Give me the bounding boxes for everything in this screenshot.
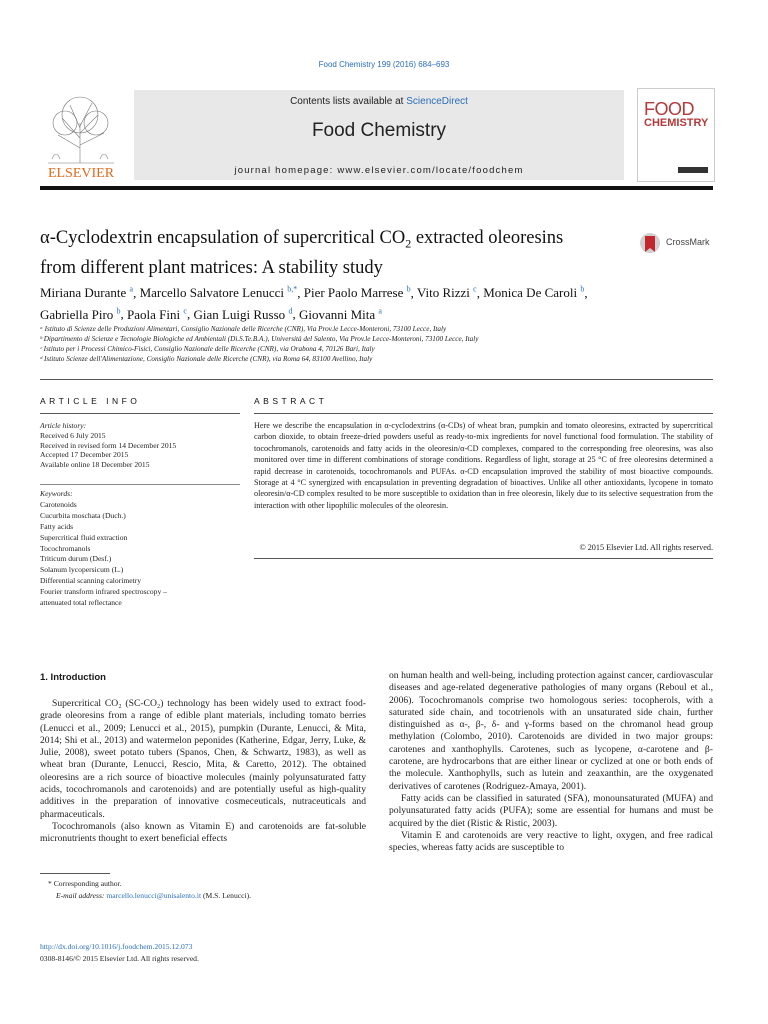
elsevier-tree-icon bbox=[40, 93, 122, 179]
keywords bbox=[40, 489, 245, 609]
journal-reference[interactable]: Food Chemistry 199 (2016) 684–693 bbox=[318, 60, 450, 69]
footnote-rule bbox=[40, 873, 110, 874]
keyword: Cucurbita moschata (Duch.) bbox=[40, 510, 126, 520]
email-label: E-mail address: bbox=[56, 891, 107, 900]
introduction-heading: 1. Introduction bbox=[40, 672, 106, 683]
keyword: Triticum durum (Desf.) bbox=[40, 554, 112, 564]
abstract-rule bbox=[254, 413, 713, 414]
crossmark-badge[interactable] bbox=[640, 230, 714, 256]
journal-banner bbox=[134, 90, 624, 180]
email-line bbox=[40, 890, 360, 902]
header-rule bbox=[40, 186, 713, 190]
abstract-bottom-rule bbox=[254, 558, 713, 559]
title-subscript: 2 bbox=[405, 236, 412, 251]
elsevier-logo bbox=[40, 93, 122, 179]
email-link[interactable]: marcello.lenucci@unisalento.it bbox=[106, 891, 202, 900]
article-info-rule bbox=[40, 413, 240, 414]
affiliation: ᶜ Istituto per i Processi Chimico-Fisici, Consiglio Nazionale delle Ricerche (CNR), via Orabona 4, 70126 Bari, Italy bbox=[40, 345, 375, 353]
affiliation: ᵇ Dipartimento di Scienze e Tecnologie Biologiche ed Ambientali (Di.S.Te.B.A.), Università del Salento, Via Prov.le Lecce-Monteroni, 73100 Lecce, Italy bbox=[40, 335, 479, 343]
paragraph: Vitamin E and carotenoids are very reactive to light, oxygen, and free radical species, whereas fatty acids are susceptible to bbox=[389, 829, 713, 854]
author[interactable]: Miriana Durante $^a$ bbox=[40, 285, 134, 301]
article-title bbox=[40, 226, 600, 280]
contents-line bbox=[134, 96, 624, 107]
sciencedirect-link[interactable]: ScienceDirect bbox=[406, 96, 468, 107]
history-item: Received 6 July 2015 bbox=[40, 430, 106, 440]
doi-block bbox=[40, 941, 360, 965]
publisher-name: ELSEVIER bbox=[47, 166, 115, 179]
history-item: Accepted 17 December 2015 bbox=[40, 450, 129, 460]
section-rule bbox=[40, 379, 713, 380]
keyword: Supercritical fluid extraction bbox=[40, 532, 128, 542]
author[interactable]: Gabriella Piro $^b$ bbox=[40, 306, 121, 322]
paragraph: Fatty acids can be classified in saturated (SFA), monounsaturated (MUFA) and polyunsaturated fatty acids (PUFA); some are essential for humans and must be acquired by the diet (Ristic & Ristic, 2003). bbox=[389, 792, 713, 829]
keywords-rule bbox=[40, 484, 240, 485]
author[interactable]: Gian Luigi Russo $^d$ bbox=[193, 306, 293, 322]
author[interactable]: Monica De Caroli $^b$ bbox=[483, 285, 585, 301]
article-history bbox=[40, 421, 240, 470]
keyword: Tocochromanols bbox=[40, 543, 91, 553]
affiliation: ᵈ Istituto Scienze dell'Alimentazione, Consiglio Nazionale delle Ricerche (CNR), via Roma 64, 83100 Avellino, Italy bbox=[40, 355, 373, 363]
history-item: Received in revised form 14 December 2015 bbox=[40, 440, 177, 450]
author[interactable]: Giovanni Mita $^a$ bbox=[298, 306, 382, 322]
journal-cover-image bbox=[637, 88, 715, 182]
cover-barcode bbox=[678, 167, 708, 173]
journal-title: Food Chemistry bbox=[311, 120, 447, 141]
title-line2: from different plant matrices: A stability study bbox=[40, 257, 383, 278]
keyword: Differential scanning calorimetry bbox=[40, 576, 142, 586]
crossmark-icon bbox=[640, 230, 660, 256]
cover-title-line1: FOOD bbox=[644, 99, 694, 119]
paragraph: Supercritical CO₂ (SC-CO₂) technology has been widely used to extract food-grade oleoresins from a range of edible plant materials, including tomato berries (Lenucci et al., 2009; Lenucci et al., 2015), pumpkin (Durante, Lenucci, & Mita, 2014; Shi et al., 2013) and watermelon peponides (Katherine, Edgar, Jerry, Luke, & Julie, 2008), sweet potato tubers (Spanos, Chen, & Schwartz, 1983), as well as wheat bran (Durante, Lenucci, Rescio, Mita, & Caretto, 2012). The obtained oleoresins are a rich source of bioactive molecules (mainly polyunsaturated fatty acids, tocochromanols and carotenoids) and are potentially useful as high-quality additives in the preparation of innovative cosmeceuticals, nutraceuticals and pharmaceuticals. bbox=[40, 698, 366, 820]
issn-line: 0308-8146/© 2015 Elsevier Ltd. All rights reserved. bbox=[40, 954, 199, 963]
author[interactable]: Paola Fini $^c$ bbox=[127, 306, 187, 322]
body-left-column bbox=[40, 698, 366, 846]
body-right-column bbox=[389, 670, 713, 854]
corresponding-author-note: * Corresponding author. bbox=[48, 879, 122, 888]
crossmark-label: CrossMark bbox=[666, 237, 710, 247]
keyword: Fatty acids bbox=[40, 521, 74, 531]
keyword: attenuated total reflectance bbox=[40, 598, 122, 608]
title-part1: α-Cyclodextrin encapsulation of supercritical CO bbox=[40, 228, 406, 248]
abstract-copyright: © 2015 Elsevier Ltd. All rights reserved. bbox=[579, 543, 713, 552]
abstract-text: Here we describe the encapsulation in α-cyclodextrins (α-CDs) of wheat bran, pumpkin and tomato oleoresins, extracted by supercritical carbon dioxide, to obtain freeze-dried powders useful as ready-to-mix ingredients for novel functional food formulation. The stability of tocochromanols, carotenoids and fatty acids in the oleoresin/α-CD complexes, compared to the corresponding free oleoresins, was also monitored over time in different combinations of storage conditions. Regardless of light, storage at 25 °C of free oleoresins determined a rapid decrease in carotenoids, tocochromanols and PUFAs. α-CD encapsulation improved the stability of most bioactive compounds. Storage at 4 °C synergized with encapsulation in preventing degradation of bioactives. Unlike all other antioxidants, lycopene in tomato oleoresin/α-CD complex resulted to be more susceptible to oxidation than in free oleoresin, likely due to its selective sequestration from the interaction with other lipophilic molecules of the oleoresin. bbox=[254, 421, 713, 510]
paragraph: on human health and well-being, including protection against cancer, cardiovascular diseases and age-related degenerative pathologies of many organs (Reboul et al., 2006). Tocochromanols comprise two homologous series: tocopherols, with a saturated side chain, and tocotrienols with an unsaturated side chain, further distinguished as α-, β-, δ- and γ-forms based on the chromanol head group methylation (Colombo, 2010). Carotenoids are divided in two major groups: carotenes and xanthophylls. Carotenes, such as lycopene, α-carotene and β-carotene, are hydrocarbons that are either linear or cyclized at one or both ends of the molecule. Xanthophylls, such as lutein and zeaxanthin, are the oxygenated derivatives of carotenes (Rodriguez-Amaya, 2001). bbox=[389, 670, 713, 792]
email-suffix: (M.S. Lenucci). bbox=[201, 891, 252, 900]
doi-link[interactable]: http://dx.doi.org/10.1016/j.foodchem.2015.12.073 bbox=[40, 942, 193, 951]
cover-title-line2: CHEMISTRY bbox=[644, 117, 709, 129]
footnote bbox=[40, 878, 360, 902]
keyword: Fourier transform infrared spectroscopy – bbox=[40, 587, 167, 597]
history-label: Article history: bbox=[40, 421, 87, 430]
affiliation: ᵃ Istituto di Scienze delle Produzioni Alimentari, Consiglio Nazionale delle Ricerche (CNR), Via Prov.le Lecce-Monteroni, 73100 Lecce, Italy bbox=[40, 325, 447, 333]
affiliations bbox=[40, 324, 720, 364]
abstract-heading: ABSTRACT bbox=[254, 396, 328, 406]
keywords-label: Keywords: bbox=[40, 489, 73, 498]
history-item: Available online 18 December 2015 bbox=[40, 460, 150, 470]
contents-prefix: Contents lists available at bbox=[290, 96, 407, 107]
author-list: Miriana Durante $^a$, Marcello Salvatore Lenucci $^{b,*}$, Pier Paolo Marrese $^b$, Vito Rizzi $^c$, Monica De Caroli $^b$, Gabriella Piro $^b$, Paola Fini $^c$, Gian Luigi Russo $^d$, Giovanni Mita $^a$ bbox=[40, 285, 588, 322]
paragraph: Tocochromanols (also known as Vitamin E) and carotenoids are fat-soluble micronutrients thought to exert beneficial effects bbox=[40, 820, 366, 845]
title-part2: extracted oleoresins bbox=[411, 228, 564, 248]
author[interactable]: Pier Paolo Marrese $^b$ bbox=[303, 285, 411, 301]
author[interactable]: Marcello Salvatore Lenucci $^{b,*}$ bbox=[139, 285, 298, 301]
author[interactable]: Vito Rizzi $^c$ bbox=[416, 285, 477, 301]
keyword: Solanum lycopersicum (L.) bbox=[40, 565, 124, 575]
article-info-heading: ARTICLE INFO bbox=[40, 396, 141, 406]
journal-homepage[interactable]: journal homepage: www.elsevier.com/locate/foodchem bbox=[234, 165, 524, 176]
keyword: Carotenoids bbox=[40, 499, 77, 509]
